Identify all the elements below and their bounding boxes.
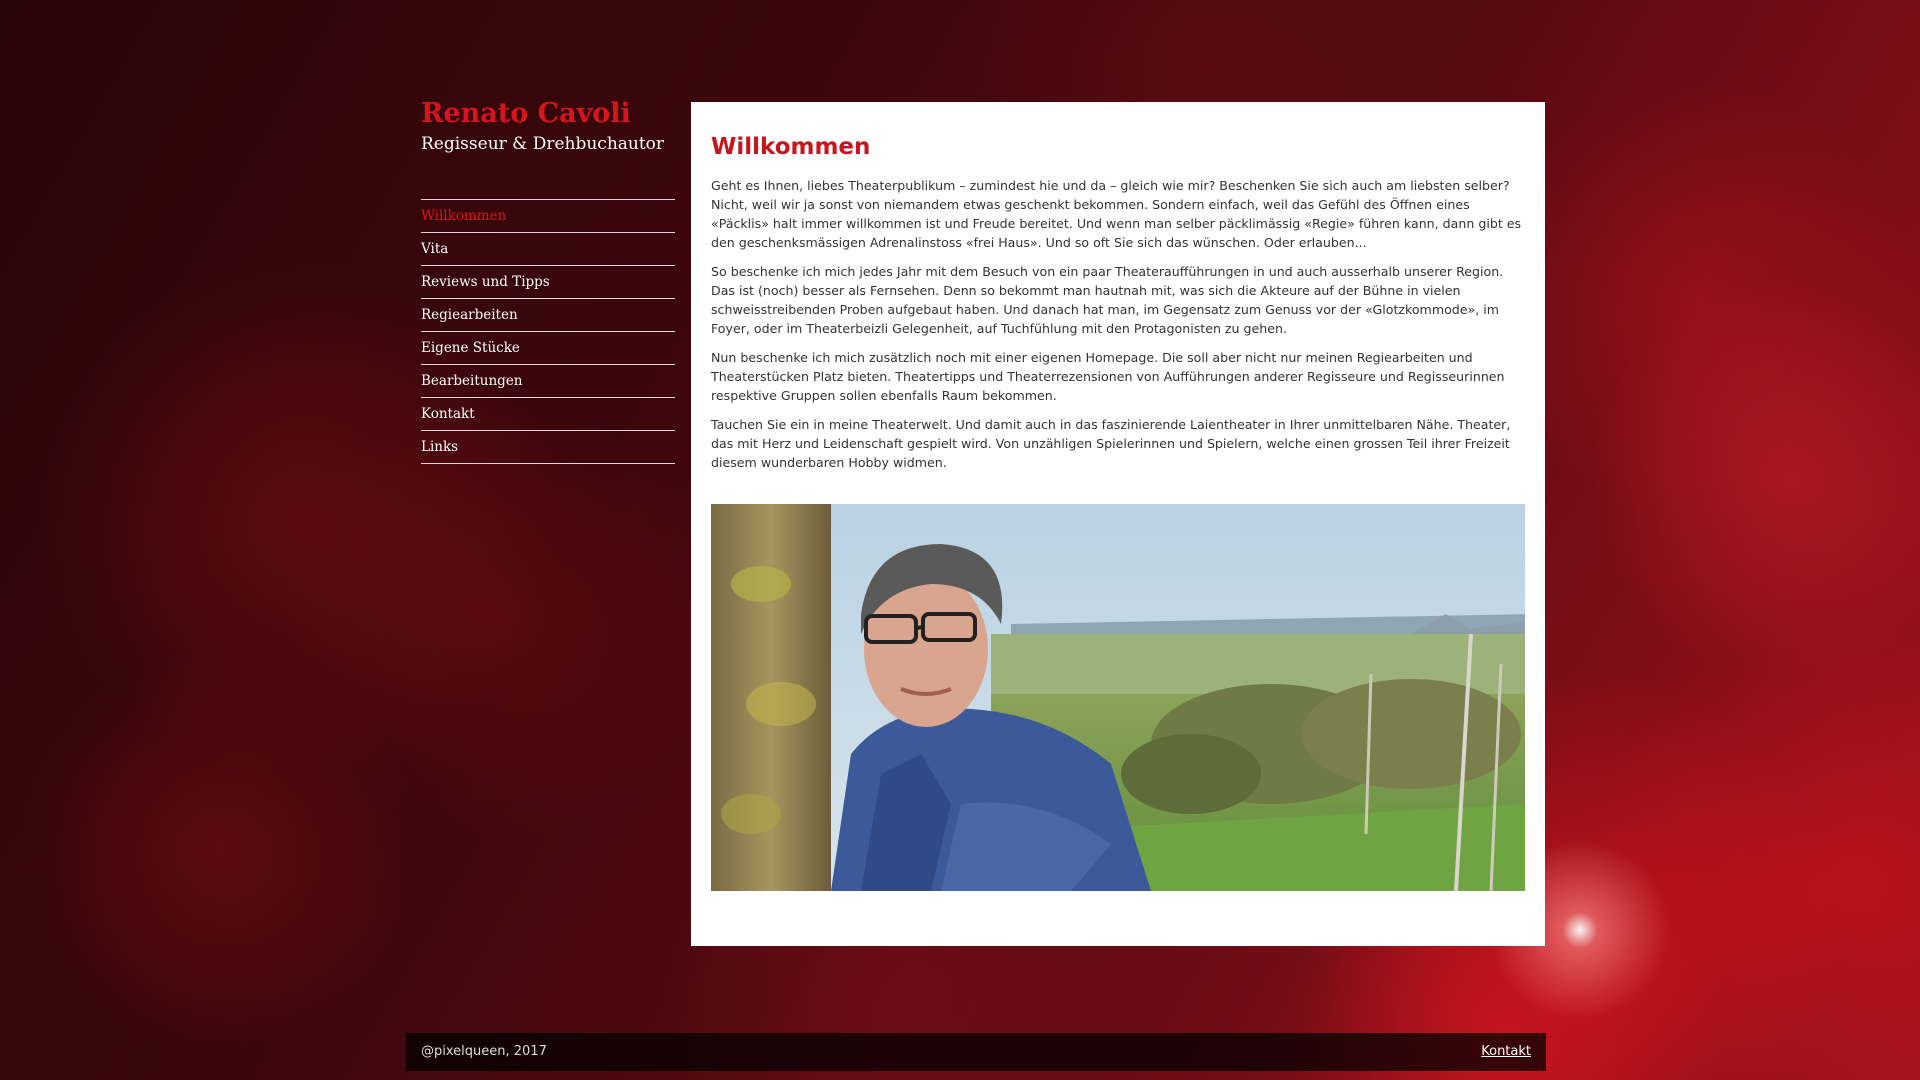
site-title[interactable]: Renato Cavoli xyxy=(421,98,631,129)
portrait-photo xyxy=(711,504,1525,891)
nav-item-links[interactable]: Links xyxy=(421,431,675,464)
nav-item-regiearbeiten[interactable]: Regiearbeiten xyxy=(421,299,675,332)
site-footer xyxy=(406,1033,1546,1071)
nav-item-eigene-stuecke[interactable]: Eigene Stücke xyxy=(421,332,675,365)
nav-item-kontakt[interactable]: Kontakt xyxy=(421,398,675,431)
site-header xyxy=(421,98,677,156)
site-subtitle: Regisseur & Drehbuchautor xyxy=(421,134,665,154)
main-nav xyxy=(421,199,675,464)
main-content xyxy=(691,102,1545,946)
footer-kontakt-link[interactable]: Kontakt xyxy=(1481,1044,1531,1059)
nav-item-reviews-und-tipps[interactable]: Reviews und Tipps xyxy=(421,266,675,299)
intro-paragraph-3: Nun beschenke ich mich zusätzlich noch mit einer eigenen Homepage. Die soll aber nicht nur meinen Regiearbeiten und Theaterstücken Platz bieten. Theatertipps und Theaterrezensionen von Aufführungen anderer Regisseure und Regisseurinnen respektive Gruppen sollen ebenfalls Raum bekommen. xyxy=(711,350,1505,403)
intro-paragraph-2: So beschenke ich mich jedes Jahr mit dem Besuch von ein paar Theateraufführungen in und auch ausserhalb unserer Region. Das ist (noch) besser als Fernsehen. Denn so bekommt man hautnah mit, was sich die Akteure auf der Bühne in vielen schweisstreibenden Proben aufgebaut haben. Und danach hat man, im Gegensatz zum Genuss vor der «Glotzkommode», im Foyer, oder im Theaterbeizli Gelegenheit, auf Tuchfühlung mit den Protagonisten zu gehen. xyxy=(711,264,1504,336)
nav-item-willkommen[interactable]: Willkommen xyxy=(421,200,675,233)
page-title: Willkommen xyxy=(711,134,871,160)
intro-paragraph-1: Geht es Ihnen, liebes Theaterpublikum – zumindest hie und da – gleich wie mir? Beschenken Sie sich auch am liebsten selber? Nicht, weil wir ja sonst von niemandem etwas geschenkt bekommen. Sondern einfach, weil das Gefühl des Öffnen eines «Päcklis» halt immer willkommen ist und Freude bereitet. Und wenn man selber päcklimässig «Regie» führen kann, dann gibt es den geschenksmässigen Adrenalinstoss «frei Haus». Und so oft Sie sich das wünschen. Oder erlauben... xyxy=(711,178,1522,250)
nav-item-vita[interactable]: Vita xyxy=(421,233,675,266)
nav-item-bearbeitungen[interactable]: Bearbeitungen xyxy=(421,365,675,398)
intro-paragraph-4: Tauchen Sie ein in meine Theaterwelt. Und damit auch in das faszinierende Laientheater in Ihrer unmittelbaren Nähe. Theater, das mit Herz und Leidenschaft gespielt wird. Von unzähligen Spielerinnen und Spielern, welche einen grossen Teil ihrer Freizeit diesem wunderbaren Hobby widmen. xyxy=(711,417,1511,470)
copyright-text: @pixelqueen, 2017 xyxy=(421,1044,547,1059)
